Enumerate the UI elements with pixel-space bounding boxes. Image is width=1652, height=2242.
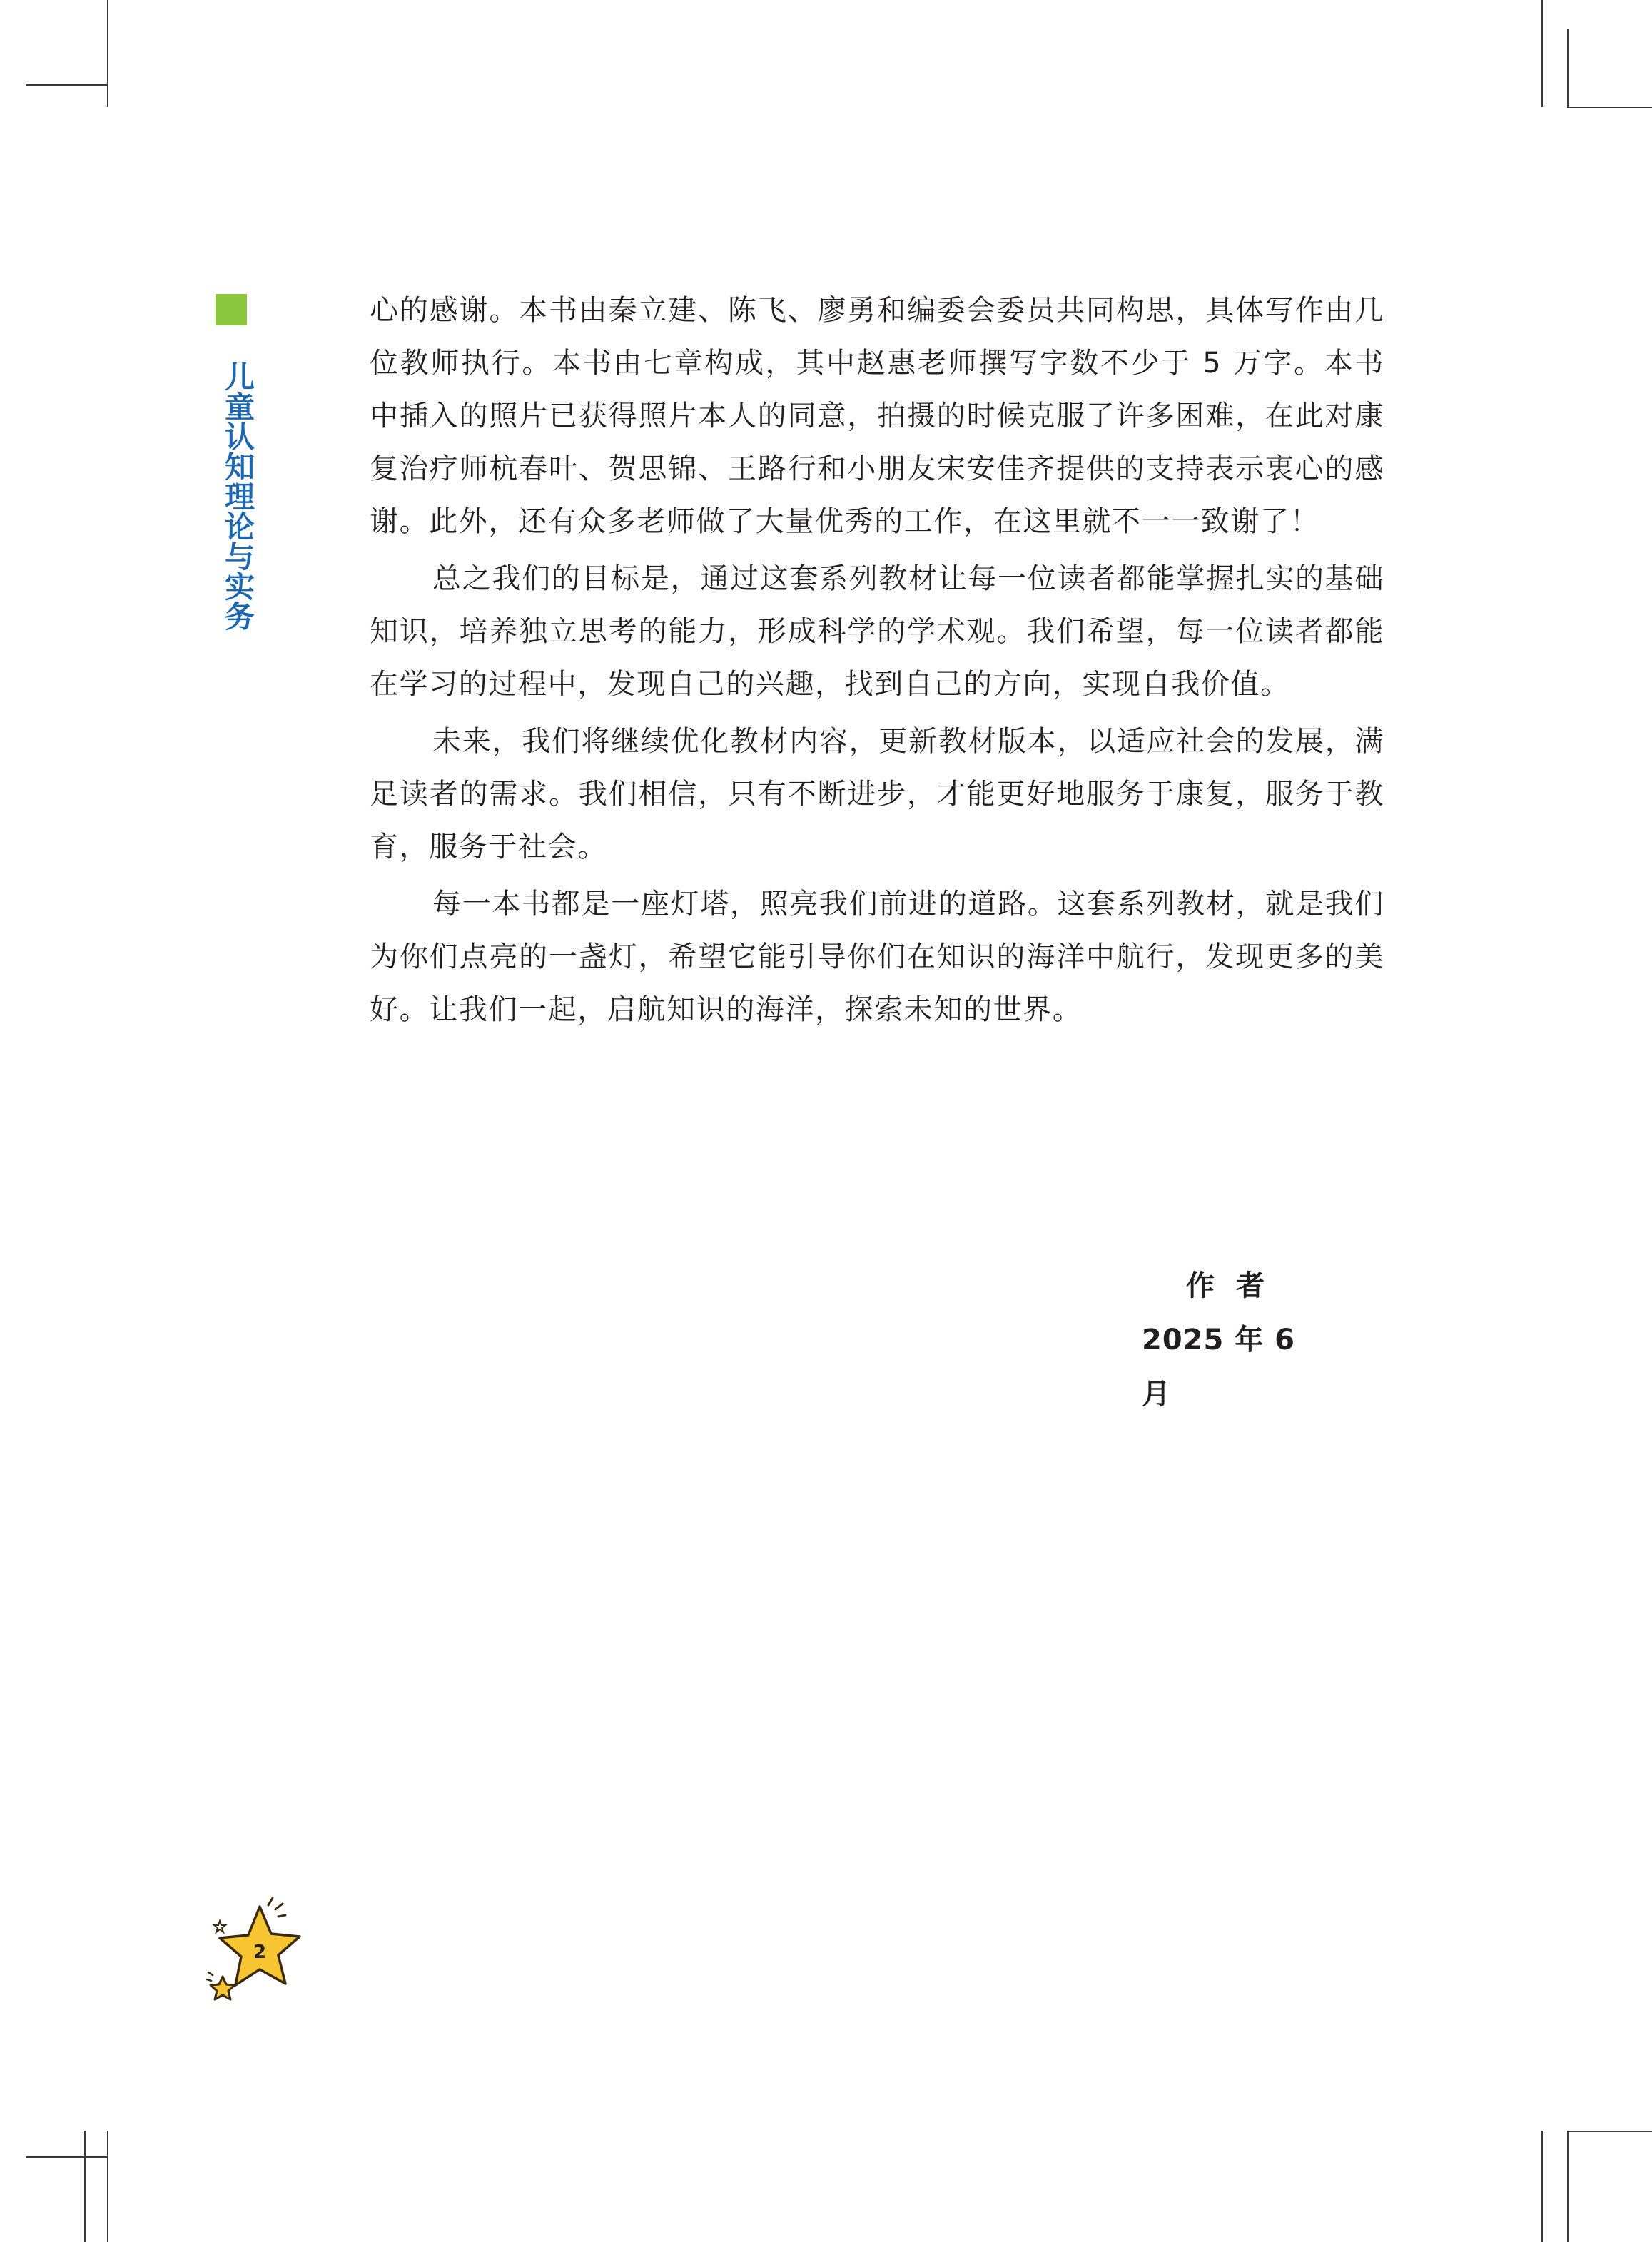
body-text [370, 284, 1384, 1040]
crop-mark [107, 2131, 108, 2242]
paragraph: 心的感谢。本书由秦立建、陈飞、廖勇和编委会委员共同构思，具体写作由几位教师执行。本书由七章构成，其中赵惠老师撰写字数不少于 5 万字。本书中插入的照片已获得照片本人的同意，拍摄的时候克服了许多困难，在此对康复治疗师杭春叶、贺思锦、王路行和小朋友宋安佳齐提供的支持表示衷心的感谢。此外，还有众多老师做了大量优秀的工作，在这里就不一一致谢了！ [370, 294, 1384, 538]
paragraph: 总之我们的目标是，通过这套系列教材让每一位读者都能掌握扎实的基础知识，培养独立思考的能力，形成科学的学术观。我们希望，每一位读者都能在学习的过程中，发现自己的兴趣，找到自己的方向，实现自我价值。 [370, 562, 1384, 701]
paragraph: 未来，我们将继续优化教材内容，更新教材版本，以适应社会的发展，满足读者的需求。我们相信，只有不断进步，才能更好地服务于康复，服务于教育，服务于社会。 [370, 725, 1384, 863]
signature [1142, 1259, 1327, 1421]
crop-mark [1567, 2131, 1569, 2242]
crop-mark [1567, 2131, 1652, 2132]
crop-mark [1567, 107, 1652, 108]
running-title: 儿童认知理论与实务 [221, 361, 255, 631]
section-marker [216, 294, 247, 325]
crop-mark [26, 2156, 107, 2158]
crop-mark [84, 2131, 86, 2242]
signature-date: 2025 年 6 月 [1142, 1324, 1296, 1411]
crop-mark [1567, 29, 1569, 107]
crop-mark [1541, 0, 1543, 107]
paragraph: 每一本书都是一座灯塔，照亮我们前进的道路。这套系列教材，就是我们为你们点亮的一盏灯，希望它能引导你们在知识的海洋中航行，发现更多的美好。让我们一起，启航知识的海洋，探索未知的世界。 [370, 888, 1384, 1026]
crop-mark [107, 0, 108, 107]
crop-mark [1541, 2131, 1543, 2242]
signature-author: 作者 [1186, 1269, 1286, 1302]
crop-mark [26, 84, 107, 86]
page-number: 2 [253, 1942, 267, 1963]
page-number-badge [194, 1895, 308, 2009]
